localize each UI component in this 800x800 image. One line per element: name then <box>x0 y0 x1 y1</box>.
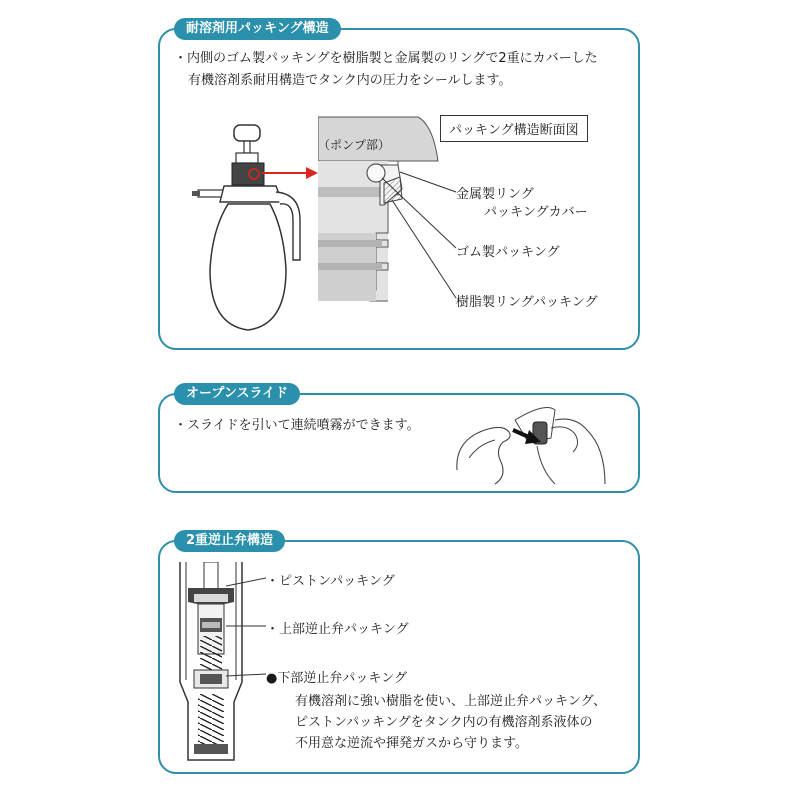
hand-slide-illustration <box>455 400 625 488</box>
label-upper-check-valve: ・上部逆止弁パッキング <box>266 622 409 637</box>
open-slide-text: ・スライドを引いて連続噴霧ができます。 <box>174 418 420 433</box>
packing-text-line2: 有機溶剤系耐用構造でタンク内の圧力をシールします。 <box>188 73 512 88</box>
zoom-arrow <box>262 164 318 182</box>
valve-desc-line2: ピストンパッキングをタンク内の有機溶剤系液体の <box>295 715 593 730</box>
sprayer-bottle-illustration <box>190 120 310 335</box>
valve-desc-line3: 不用意な逆流や揮発ガスから守ります。 <box>295 736 528 751</box>
leader-lines <box>370 160 470 310</box>
double-check-valve-title: 2重逆止弁構造 <box>174 530 285 552</box>
label-resin-ring-packing: 樹脂製リングパッキング <box>456 295 598 310</box>
diagram-title-box: パッキング構造断面図 <box>440 115 588 142</box>
pump-part-label: （ポンプ部） <box>318 138 391 152</box>
label-metal-ring-line1: 金属製リング <box>456 187 534 202</box>
packing-structure-title: 耐溶剤用パッキング構造 <box>174 18 341 40</box>
label-lower-check-valve: ●下部逆止弁パッキング <box>266 671 407 686</box>
open-slide-title: オープンスライド <box>174 383 300 405</box>
packing-text-line1: ・内側のゴム製パッキングを樹脂製と金属製のリングで2重にカバーした <box>174 51 598 66</box>
label-piston-packing: ・ピストンパッキング <box>266 574 395 589</box>
label-rubber-packing: ゴム製パッキング <box>456 245 560 260</box>
valve-desc-line1: 有機溶剤に強い樹脂を使い、上部逆止弁パッキング、 <box>295 694 607 709</box>
label-metal-ring-line2: パッキングカバー <box>484 205 588 220</box>
